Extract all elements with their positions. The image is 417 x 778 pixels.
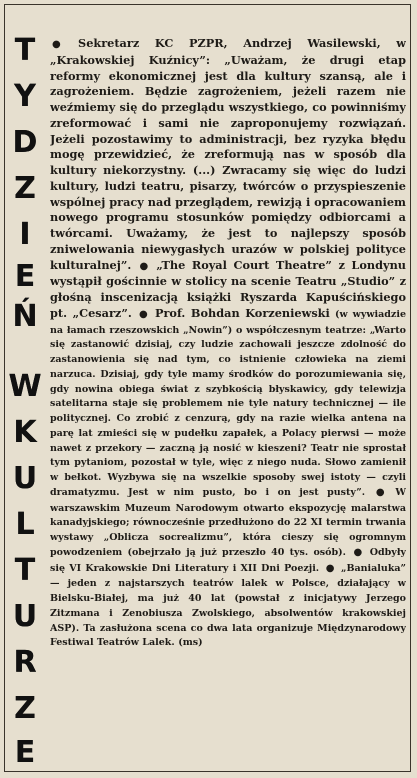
bullet-icon: ● xyxy=(139,260,149,272)
article-text xyxy=(50,36,406,766)
title-letter: R xyxy=(6,648,44,678)
vertical-title xyxy=(6,0,44,778)
signature: (ms) xyxy=(178,637,203,649)
item-korzeniewski-name: Prof. Bohdan Korzeniewski xyxy=(154,305,330,320)
item-korzeniewski-text: (w wywiadzie na łamach rzeszowskich „Nowin”) o współczesnym teatrze: „Warto się zastanowić dzisiaj, czy ludzie zachowali jeszcze zdolność do zastanowienia się nad tym, co istnienie człowieka na ziemi narzuca. Dzisiaj, gdy tyle mamy środków do porozumiewania się, gdy nowina obiega świat z szybkością błyskawicy, gdy telewizja satelitarna staje się problemem nie tyle natury technicznej — ile politycznej. Co zrobić z cenzurą, gdy na razie wielka antena na parę lat zmieści się w pudełku zapałek, a Polacy pierwsi — może nawet z przekory — zaczną ją nosić w kieszeni? Teatr nie sprostał tym pytaniom, pozostał w tyle, więc z niego nuda. Słowo zamienił w bełkot. Wyzbywa się na wszelkie sposoby swej istoty — czyli dramatyzmu. Jest w nim pusto, bo i on jest pusty”. xyxy=(50,308,406,498)
title-letter: Y xyxy=(6,82,44,112)
title-letter: D xyxy=(6,128,44,158)
title-letter: L xyxy=(6,510,44,540)
title-letter: Z xyxy=(6,174,44,204)
title-letter: U xyxy=(6,464,44,494)
item-krakow-days: Odbyły się VI Krakowskie Dni Literatury i XII Dni Poezji. xyxy=(50,546,406,574)
bullet-icon: ● xyxy=(325,562,335,574)
title-letter: W xyxy=(6,372,44,402)
title-letter: Z xyxy=(6,694,44,724)
bullet-icon: ● xyxy=(353,546,363,558)
bullet-icon: ● xyxy=(52,39,61,50)
title-letter: Ń xyxy=(6,302,44,332)
bullet-icon: ● xyxy=(139,308,148,320)
item-banialuka: „Banialuka” — jeden z najstarszych teatrów lalek w Polsce, działający w Bielsku-Białej, ma już 40 lat (powstał z inicjatywy Jerzego Zitzmana i Zenobiusza Zwolskiego, absolwentów krakowskiej ASP). Ta zasłużona scena co dwa lata organizuje Międzynarodowy Festiwal Teatrów Lalek. xyxy=(50,562,406,649)
item-museum: W warszawskim Muzeum Narodowym otwarto ekspozycję malarstwa kanadyjskiego; równocześnie przedłużono do 22 XI termin trwania wystawy „Oblicza socrealizmu”, która cieszy się ogromnym powodzeniem (obejrzało ją już przeszło 40 tys. osób). xyxy=(50,486,406,558)
title-letter: K xyxy=(6,418,44,448)
title-letter: E xyxy=(6,262,44,292)
title-letter: I xyxy=(6,220,44,250)
title-letter: T xyxy=(6,556,44,586)
title-letter: E xyxy=(6,738,44,768)
item-royal-court: „The Royal Court Theatre” z Londynu wystąpił gościnnie w stolicy na scenie Teatru „Studio” z głośną inscenizacją książki Ryszarda Kapuścińskiego pt. „Cesarz”. xyxy=(50,257,406,320)
title-letter: U xyxy=(6,602,44,632)
bullet-icon: ● xyxy=(375,486,385,498)
title-letter: T xyxy=(6,36,44,66)
lead-paragraph: Sekretarz KC PZPR, Andrzej Wasilewski, w „Krakowskiej Kuźnicy”: „Uważam, że drugi etap reformy ekonomicznej jest dla kultury szansą, ale i zagrożeniem. Będzie zagrożeniem, jeżeli razem nie weźmiemy się do przeglądu wszystkiego, co powinniśmy zreformować i sami nie zaproponujemy rozwiązań. Jeżeli pozostawimy to administracji, bez ryzyka błędu mogę przewidzieć, że zreformują nas w sposób dla kultury niekorzystny. (...) Zwracamy się więc do ludzi kultury, ludzi teatru, pisarzy, twórców o przyspieszenie wspólnej pracy nad przeglądem, rewizją i opracowaniem nowego programu stosunków pomiędzy odbiorcami a twórcami. Uważamy, że jest to najlepszy sposób zniwelowania niewygasłych urazów w polskiej polityce kulturalnej”. xyxy=(50,36,406,272)
